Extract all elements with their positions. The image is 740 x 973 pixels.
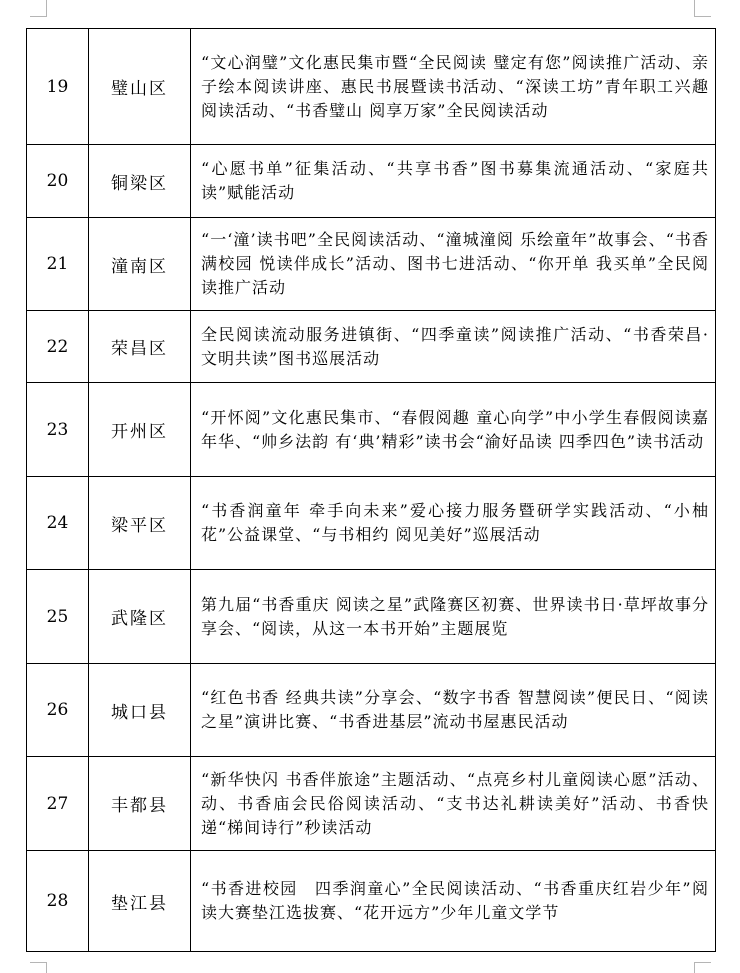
row-number: 20 (27, 145, 89, 218)
activity-list: “文心润璧”文化惠民集市暨“全民阅读 璧定有您”阅读推广活动、亲子绘本阅读讲座、惠民书展暨读书活动、“深读工坊”青年职工兴趣阅读活动、“书香璧山 阅享万家”全民阅读活动 (191, 29, 716, 145)
table-row (27, 145, 716, 218)
activity-list: “书香润童年 牵手向未来”爱心接力服务暨研学实践活动、“小柚花”公益课堂、“与书相约 阅见美好”巡展活动 (191, 477, 716, 570)
page-corner-mark-top-left (30, 0, 47, 17)
table-row (27, 757, 716, 851)
activity-list: 全民阅读流动服务进镇街、“四季童读”阅读推广活动、“书香荣昌·文明共读”图书巡展活动 (191, 311, 716, 383)
table-row (27, 851, 716, 952)
activity-list: “一‘潼’读书吧”全民阅读活动、“潼城潼阅 乐绘童年”故事会、“书香满校园 悦读伴成长”活动、图书七进活动、“你开单 我买单”全民阅读推广活动 (191, 218, 716, 311)
row-number: 21 (27, 218, 89, 311)
table-row (27, 664, 716, 757)
district-name: 城口县 (89, 664, 191, 757)
table-row (27, 218, 716, 311)
row-number: 23 (27, 383, 89, 477)
activity-list: “新华快闪 书香伴旅途”主题活动、“点亮乡村儿童阅读心愿”活动、动、书香庙会民俗阅读活动、“支书达礼耕读美好”活动、书香快递“梯间诗行”秒读活动 (191, 757, 716, 851)
row-number: 19 (27, 29, 89, 145)
row-number: 22 (27, 311, 89, 383)
table-row (27, 311, 716, 383)
row-number: 25 (27, 570, 89, 664)
district-name: 梁平区 (89, 477, 191, 570)
table-row (27, 29, 716, 145)
district-name: 潼南区 (89, 218, 191, 311)
table-row (27, 570, 716, 664)
district-name: 荣昌区 (89, 311, 191, 383)
activity-list: “书香进校园 四季润童心”全民阅读活动、“书香重庆红岩少年”阅读大赛垫江选拔赛、“花开远方”少年儿童文学节 (191, 851, 716, 952)
reading-activities-table (26, 28, 716, 952)
row-number: 28 (27, 851, 89, 952)
row-number: 27 (27, 757, 89, 851)
district-name: 铜梁区 (89, 145, 191, 218)
district-name: 垫江县 (89, 851, 191, 952)
activity-list: “开怀阅”文化惠民集市、“春假阅趣 童心向学”中小学生春假阅读嘉年华、“帅乡法韵 有‘典’精彩”读书会“渝好品读 四季四色”读书活动 (191, 383, 716, 477)
district-name: 开州区 (89, 383, 191, 477)
row-number: 26 (27, 664, 89, 757)
activity-list: “心愿书单”征集活动、“共享书香”图书募集流通活动、“家庭共读”赋能活动 (191, 145, 716, 218)
page-corner-mark-bottom-left (30, 962, 47, 973)
district-name: 丰都县 (89, 757, 191, 851)
activity-list: “红色书香 经典共读”分享会、“数字书香 智慧阅读”便民日、“阅读之星”演讲比赛、“书香进基层”流动书屋惠民活动 (191, 664, 716, 757)
district-name: 武隆区 (89, 570, 191, 664)
table-row (27, 383, 716, 477)
row-number: 24 (27, 477, 89, 570)
page-corner-mark-top-right (694, 0, 711, 17)
page-corner-mark-bottom-right (694, 962, 711, 973)
district-name: 璧山区 (89, 29, 191, 145)
activity-list: 第九届“书香重庆 阅读之星”武隆赛区初赛、世界读书日·草坪故事分享会、“阅读，从这一本书开始”主题展览 (191, 570, 716, 664)
table-row (27, 477, 716, 570)
